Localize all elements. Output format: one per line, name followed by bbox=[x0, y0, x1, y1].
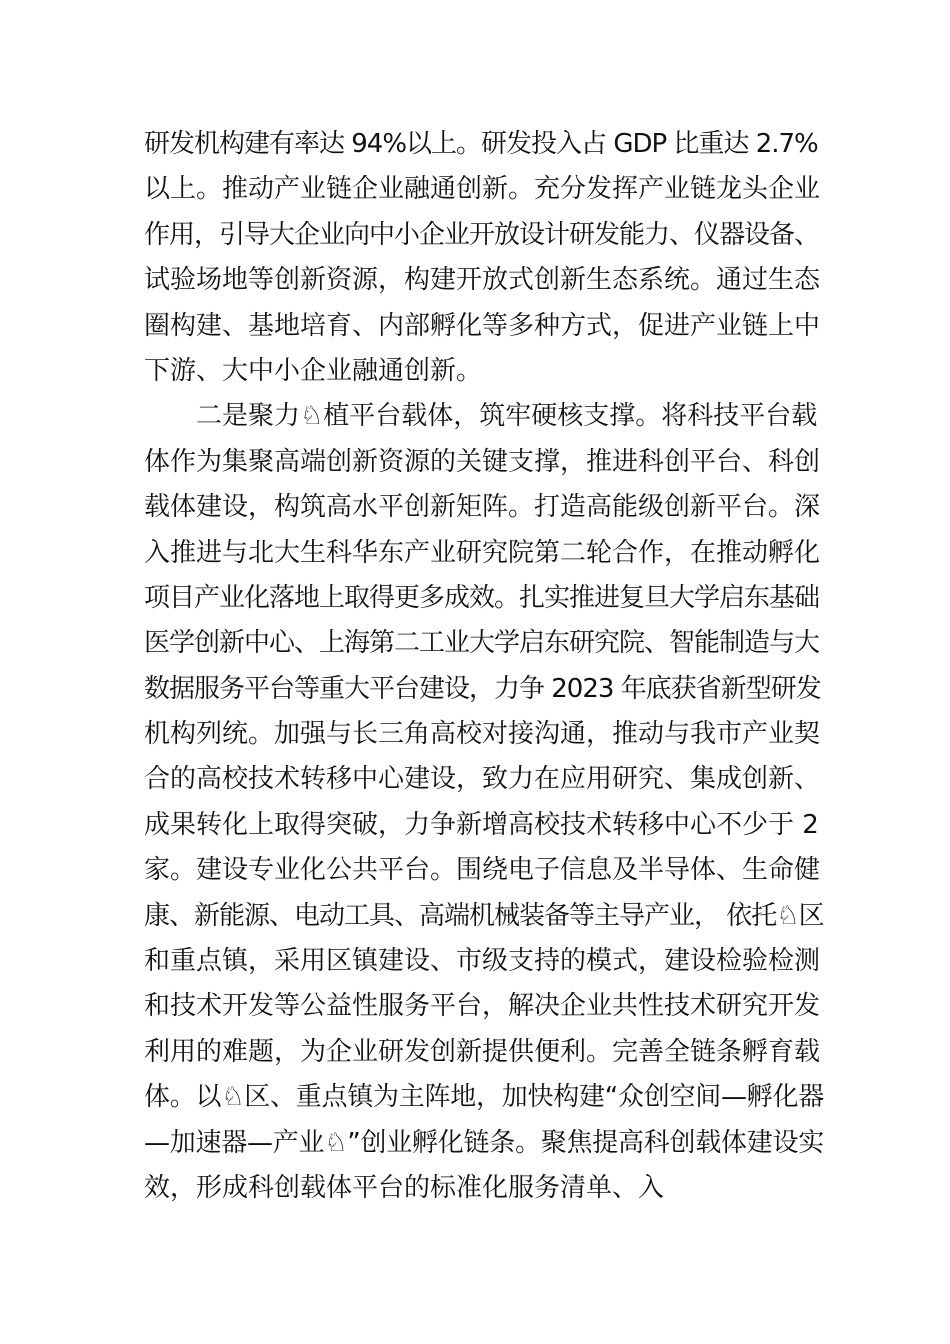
text-line: 体。以♘区、重点镇为主阵地，加快构建“众创空间—孵化器 bbox=[144, 1082, 825, 1113]
text-line: 和技术开发等公益性服务平台，解决企业共性技术研究开发 bbox=[144, 991, 821, 1022]
text-line: 家。建设专业化公共平台。围绕电子信息及半导体、生命健 bbox=[144, 855, 821, 886]
text-line: 成果转化上取得突破，力争新增高校技术转移中心不少于 2 bbox=[144, 809, 819, 840]
text-line: 圈构建、基地培育、内部孵化等多种方式，促进产业链上中 bbox=[144, 310, 821, 341]
text-line: 下游、大中小企业融通创新。 bbox=[144, 355, 483, 386]
text-line: 医学创新中心、上海第二工业大学启东研究院、智能制造与大 bbox=[144, 628, 820, 659]
text-line: 数据服务平台等重大平台建设，力争 2023 年底获省新型研发 bbox=[144, 673, 821, 704]
text-line: 体作为集聚高端创新资源的关键支撑，推进科创平台、科创 bbox=[144, 446, 821, 477]
text-line: 项目产业化落地上取得更多成效。扎实推进复旦大学启东基础 bbox=[144, 582, 820, 613]
text-line: 效，形成科创载体平台的标准化服务清单、入 bbox=[144, 1172, 665, 1203]
paragraph-start-line: 二是聚力♘植平台载体，筑牢硬核支撑。将科技平台载 bbox=[196, 401, 818, 432]
text-line: 入推进与北大生科华东产业研究院第二轮合作，在推动孵化 bbox=[144, 537, 821, 568]
text-line: 合的高校技术转移中心建设，致力在应用研究、集成创新、 bbox=[144, 764, 821, 795]
text-line: 研发机构建有率达 94%以上。研发投入占 GDP 比重达 2.7% bbox=[144, 129, 818, 159]
text-line: 载体建设，构筑高水平创新矩阵。打造高能级创新平台。深 bbox=[144, 492, 821, 523]
text-line: 以上。推动产业链企业融通创新。充分发挥产业链龙头企业 bbox=[144, 174, 821, 205]
text-line: 机构列统。加强与长三角高校对接沟通，推动与我市产业契 bbox=[144, 719, 821, 750]
text-line: 作用，引导大企业向中小企业开放设计研发能力、仪器设备、 bbox=[144, 219, 820, 250]
text-line: 利用的难题，为企业研发创新提供便利。完善全链条孵育载 bbox=[144, 1036, 821, 1067]
text-line: 和重点镇，采用区镇建设、市级支持的模式，建设检验检测 bbox=[144, 946, 821, 977]
text-line: 试验场地等创新资源，构建开放式创新生态系统。通过生态 bbox=[144, 265, 821, 296]
text-line: —加速器—产业♘”创业孵化链条。聚焦提高科创载体建设实 bbox=[144, 1127, 825, 1158]
body-text bbox=[144, 122, 824, 1211]
text-line: 康、新能源、电动工具、高端机械装备等主导产业， 依托♘区 bbox=[144, 900, 824, 931]
